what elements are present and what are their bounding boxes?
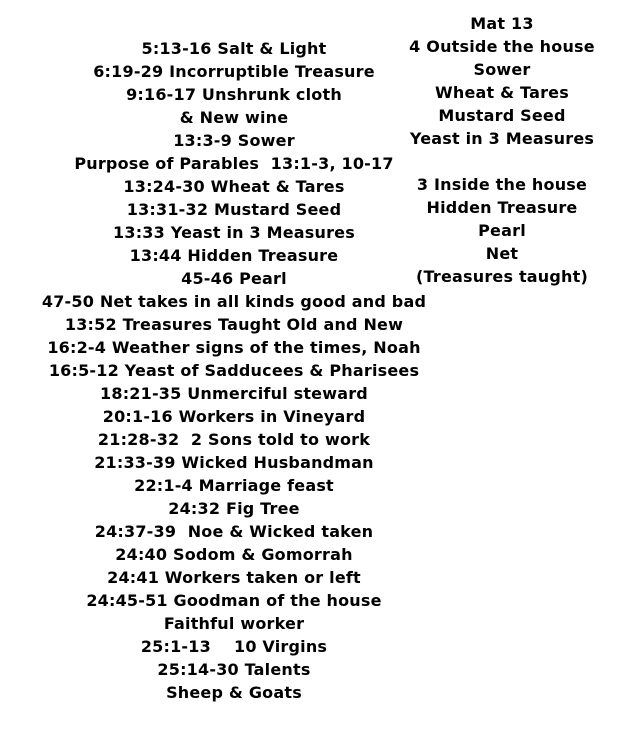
list-line: 45-46 Pearl [181,269,287,288]
inside-item: (Treasures taught) [416,267,588,286]
list-line: 16:5-12 Yeast of Sadducees & Pharisees [48,361,420,380]
list-line: 9:16-17 Unshrunk cloth [126,85,342,104]
list-line: 5:13-16 Salt & Light [141,39,327,58]
inside-item: Hidden Treasure [426,198,578,217]
list-line: 47-50 Net takes in all kinds good and bad [41,292,427,311]
list-line: 22:1-4 Marriage feast [134,476,334,495]
list-line: Faithful worker [163,614,305,633]
list-line: 13:33 Yeast in 3 Measures [113,223,355,242]
list-line: 20:1-16 Workers in Vineyard [102,407,366,426]
list-line: Purpose of Parables 13:1-3, 10-17 [74,154,394,173]
list-line: 24:37-39 Noe & Wicked taken [94,522,374,541]
outside-item: Mustard Seed [438,106,566,125]
list-line: 24:32 Fig Tree [168,499,300,518]
outside-item: Wheat & Tares [435,83,569,102]
outside-item: Sower [473,60,531,79]
list-line: & New wine [179,108,289,127]
inside-item: Pearl [478,221,526,240]
list-line: 13:31-32 Mustard Seed [126,200,342,219]
list-line: 13:44 Hidden Treasure [129,246,339,265]
list-line: Sheep & Goats [166,683,302,702]
list-line: 16:2-4 Weather signs of the times, Noah [47,338,421,357]
list-line: 25:14-30 Talents [157,660,311,679]
list-line: 13:52 Treasures Taught Old and New [64,315,404,334]
outside-item: Yeast in 3 Measures [409,129,595,148]
inside-heading: 3 Inside the house [416,175,588,194]
inside-item: Net [485,244,519,263]
mat13-summary [384,12,620,288]
list-line: 6:19-29 Incorruptible Treasure [93,62,375,81]
summary-title: Mat 13 [470,14,534,33]
list-line: 13:3-9 Sower [173,131,295,150]
list-line: 24:40 Sodom & Gomorrah [115,545,353,564]
list-line: 21:33-39 Wicked Husbandman [94,453,374,472]
list-line: 24:45-51 Goodman of the house [86,591,382,610]
outside-heading: 4 Outside the house [409,37,595,56]
list-line: 25:1-13 10 Virgins [140,637,328,656]
list-line: 21:28-32 2 Sons told to work [97,430,371,449]
list-line: 13:24-30 Wheat & Tares [123,177,345,196]
list-line: 18:21-35 Unmerciful steward [100,384,368,403]
list-line: 24:41 Workers taken or left [107,568,361,587]
